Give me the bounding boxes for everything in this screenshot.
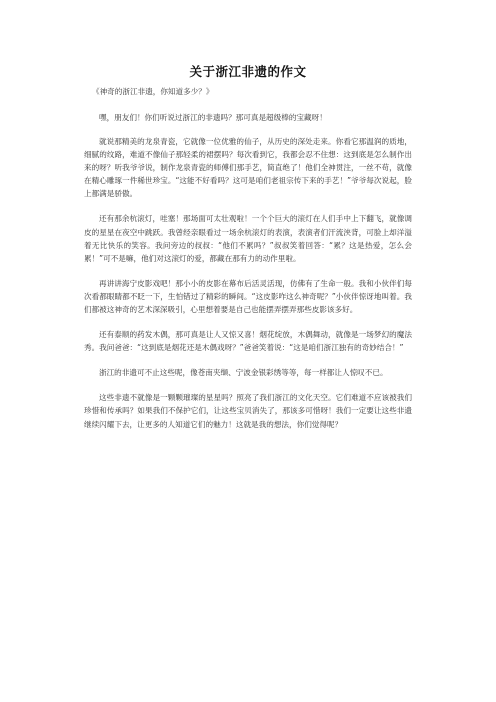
paragraph-4: 再讲讲海宁皮影戏吧！那小小的皮影在幕布后活灵活现，仿佛有了生命一般。我和小伙伴们每次看都眼睛都不眨一下，生怕错过了精彩的瞬间。“这皮影咋这么神奇呢？”小伙伴惊讶地叫着。我们都被这神奇的艺术深深吸引，心里想着要是自己也能摆弄摆弄那些皮影该多好。 [84, 278, 412, 314]
paragraph-2: 就说那精美的龙泉青瓷，它就像一位优雅的仙子，从历史的深处走来。你看它那温润的质地，细腻的纹路，难道不像仙子那轻柔的裙摆吗？每次看到它，我都会忍不住想：这到底是怎么制作出来的呀？听我爷爷说，制作龙泉青瓷的师傅们那手艺，简直绝了！他们全神贯注，一丝不苟，就像在精心雕琢一件稀世珍宝。“这能不好看吗？这可是咱们老祖宗传下来的手艺！”爷爷每次说起，脸上都满是骄傲。 [84, 136, 412, 199]
paragraph-5: 还有泰顺的药发木偶，那可真是让人又惊又喜！烟花绽放，木偶舞动，就像是一场梦幻的魔法秀。我问爸爸：“这到底是烟花还是木偶戏呀？”爸爸笑着说：“这是咱们浙江独有的奇妙结合！” [84, 330, 412, 353]
paragraph-3: 还有那余杭滚灯，哇塞！那场面可太壮观啦！一个个巨大的滚灯在人们手中上下翻飞，就像调皮的星星在夜空中跳跃。我曾经亲眼看过一场余杭滚灯的表演，表演者们汗流浃背，可脸上却洋溢着无比快乐的笑容。我问旁边的叔叔：“他们不累吗？”叔叔笑着回答：“累？这是热爱，怎么会累！”可不是嘛，他们对这滚灯的爱，都藏在那有力的动作里啦。 [84, 214, 412, 263]
document-subtitle: 《神奇的浙江非遗，你知道多少？》 [92, 87, 214, 96]
paragraph-1: 嘿，朋友们！你们听说过浙江的非遗吗？那可真是超级棒的宝藏呀！ [99, 112, 327, 122]
paragraph-6: 浙江的非遗可不止这些呢，像苍南夹缬、宁波金银彩绣等等，每一样都让人惊叹不已。 [99, 368, 388, 378]
paragraph-7: 这些非遗不就像是一颗颗璀璨的星星吗？照亮了我们浙江的文化天空。它们难道不应该被我们珍惜和传承吗？如果我们不保护它们，让这些宝贝消失了，那该多可惜呀！我们一定要让这些非遗继续闪耀下去，让更多的人知道它们的魅力！这就是我的想法，你们觉得呢？ [84, 393, 412, 429]
document-title: 关于浙江非遗的作文 [189, 64, 307, 79]
